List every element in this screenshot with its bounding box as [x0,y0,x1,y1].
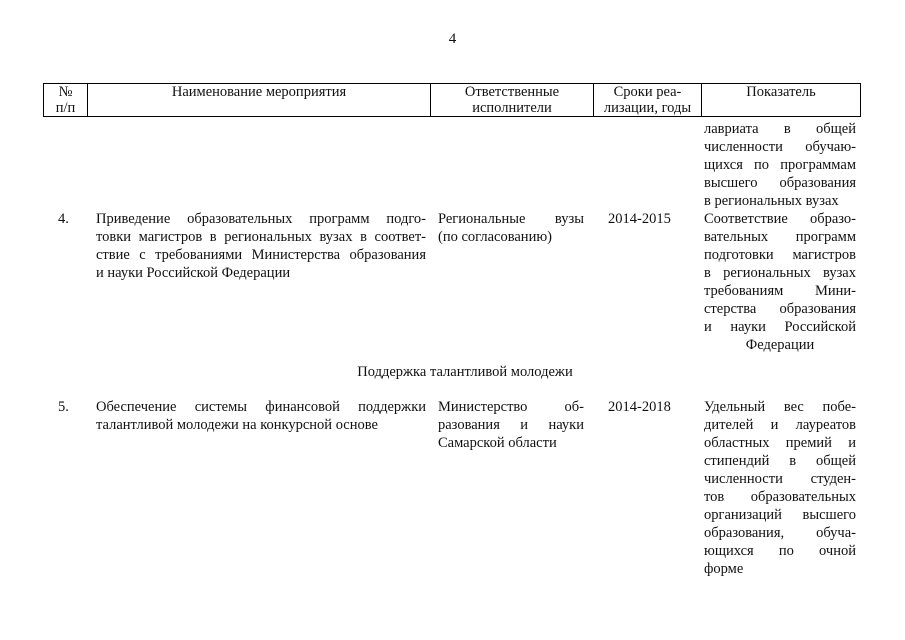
header-terms-cell [594,84,702,117]
continuation-indicator [704,120,856,210]
row-4-number: 4. [58,211,69,227]
row-4-name-line: и науки Российской Федерации [96,265,291,281]
header-number-cell [44,84,88,117]
row-4-indicator-line: Соответствие образо- [704,211,856,227]
row-4-name-line: Приведение образовательных программ подго- [96,211,426,227]
row-5-name-line: талантливой молодежи на конкурсной основе [96,417,378,433]
row-4-responsible-line: Региональные вузы [438,211,584,227]
row-5-terms: 2014-2018 [608,399,671,415]
header-terms-line-1: Сроки реа- [613,84,682,100]
row-4-indicator-line: стерства образования [704,301,856,317]
row-5-number: 5. [58,399,69,415]
section-title: Поддержка талантливой молодежи [357,364,573,380]
row-5-responsible [438,398,584,452]
row-5-indicator-line: тов образовательных [704,489,856,505]
row-5-indicator-line: Удельный вес побе- [704,399,856,415]
row-5-responsible-line: Министерство об- [438,399,584,415]
row-5-indicator-line: ющихся по очной [704,543,856,559]
row-5-indicator-line: форме [704,561,744,577]
continuation-indicator-line: лавриата в общей [704,121,856,137]
continuation-indicator-line: в региональных вузах [704,193,839,209]
row-4-indicator [704,210,856,354]
continuation-indicator-line: высшего образования [704,175,856,191]
row-5-indicator-line: организаций высшего [704,507,856,523]
row-4-indicator-line: и науки Российской [704,319,856,335]
table-header [43,83,861,117]
row-5-indicator-line: областных премий и [704,435,856,451]
header-number-line-2: п/п [55,100,76,116]
header-indicator-cell [702,84,861,117]
header-responsible-line-1: Ответственные [464,84,560,100]
row-5-name-line: Обеспечение системы финансовой поддержки [96,399,426,415]
row-4-indicator-line: требованиям Мини- [704,283,856,299]
header-number-line-1: № [58,84,73,100]
row-5-responsible-line: Самарской области [438,435,557,451]
row-5-name [96,398,426,434]
row-4-indicator-line: в региональных вузах [704,265,856,281]
row-4-terms: 2014-2015 [608,211,671,227]
row-5-indicator-line: дителей и лауреатов [704,417,856,433]
header-responsible-cell [431,84,594,117]
row-4-name [96,210,426,282]
row-4-name-line: товки магистров в региональных вузах в соответ- [96,229,426,245]
header-indicator: Показатель [746,84,816,100]
row-5-indicator-line: образования, обуча- [704,525,856,541]
row-4-indicator-line: подготовки магистров [704,247,856,263]
continuation-indicator-line: численности обучаю- [704,139,856,155]
page-number: 4 [448,31,457,47]
row-4-indicator-line: вательных программ [704,229,856,245]
row-4-indicator-line: Федерации [745,337,815,353]
row-5-indicator-line: стипендий в общей [704,453,856,469]
row-5-indicator [704,398,856,578]
row-4-responsible [438,210,584,246]
row-4-responsible-line: (по согласованию) [438,229,552,245]
continuation-indicator-line: щихся по программам [704,157,856,173]
row-5-indicator-line: численности студен- [704,471,856,487]
row-4-name-line: ствие с требованиями Министерства образования [96,247,426,263]
row-5-responsible-line: разования и науки [438,417,584,433]
header-name-cell [88,84,431,117]
header-name: Наименование мероприятия [171,84,347,100]
header-responsible-line-2: исполнители [472,100,552,116]
header-terms-line-2: лизации, годы [603,100,692,116]
